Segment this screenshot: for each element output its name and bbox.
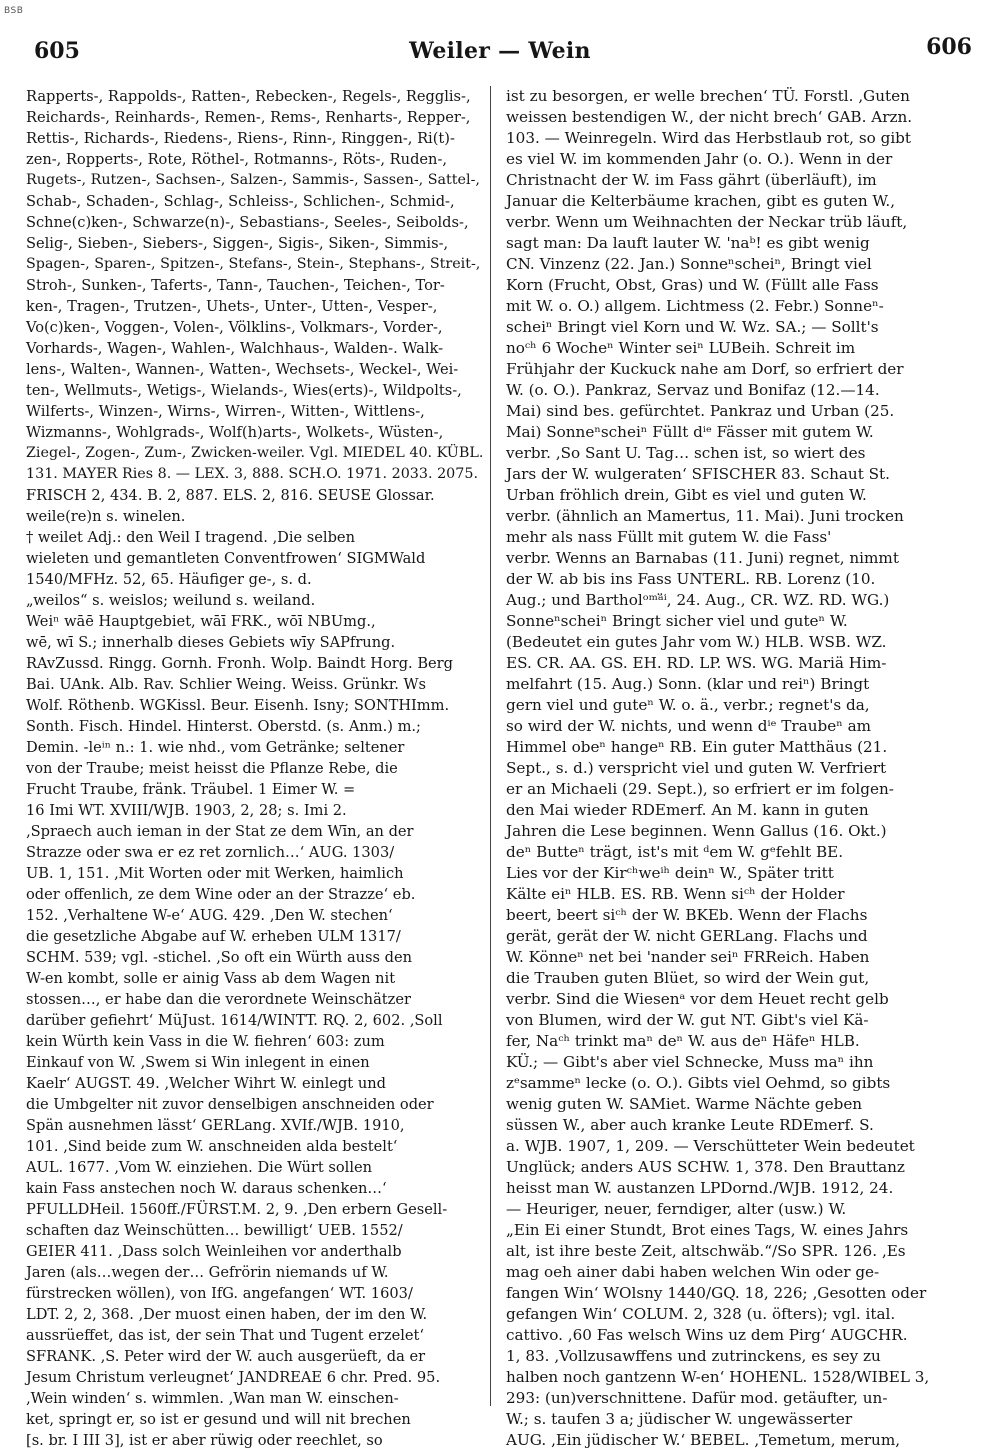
text-line: Reichards-, Reinhards-, Remen-, Rems-, Renharts-, Repper-,: [26, 109, 471, 126]
text-line: Urban fröhlich drein, Gibt es viel und guten W.: [506, 486, 867, 504]
right-column: [506, 86, 966, 1449]
text-line: der W. ab bis ins Fass UNTERL. RB. Lorenz (10.: [506, 570, 876, 588]
text-line: verbr. ‚So Sant U. Tag… schen ist, so wiert des: [506, 444, 866, 462]
text-line: mag oeh ainer dabi haben welchen Win oder ge-: [506, 1263, 880, 1281]
text-line: die gesetzliche Abgabe auf W. erheben ULM 1317/: [26, 928, 401, 945]
text-line: Kälte eiⁿ HLB. ES. RB. Wenn siᶜʰ der Holder: [506, 885, 845, 903]
text-line: Wizmanns-, Wohlgrads-, Wolf(h)arts-, Wolkets-, Wüsten-,: [26, 424, 444, 441]
text-line: 16 Imi WT. XVIII/WJB. 1903, 2, 28; s. Imi 2.: [26, 802, 347, 819]
text-line: Sept., s. d.) verspricht viel und guten W. Verfriert: [506, 759, 887, 777]
text-line: Himmel obeⁿ hangeⁿ RB. Ein guter Matthäus (21.: [506, 738, 888, 756]
text-line: Jahren die Lese beginnen. Wenn Gallus (16. Okt.): [506, 822, 887, 840]
text-line: KÜ.; — Gibt's aber viel Schnecke, Muss maⁿ ihn: [506, 1053, 874, 1071]
text-line: Aug.; und Bartholᵒᵐᵃ̈ⁱ, 24. Aug., CR. WZ. RD. WG.): [506, 591, 890, 609]
text-line: 1540/MFHz. 52, 65. Häufiger ge-, s. d.: [26, 571, 312, 588]
text-line: kain Fass anstechen noch W. daraus schenken…‘: [26, 1180, 387, 1197]
text-line: aussrüeffet, das ist, der sein That und Tugent erzelet‘: [26, 1327, 425, 1344]
text-line: Jaren (als…wegen der… Gefrörin niemands uf W.: [26, 1264, 389, 1281]
text-line: Selig-, Sieben-, Siebers-, Siggen-, Sigis-, Siken-, Simmis-,: [26, 235, 449, 252]
text-line: weile(re)n s. winelen.: [26, 508, 186, 525]
text-line: alt, ist ihre beste Zeit, altschwäb.“/So SPR. 126. ‚Es: [506, 1242, 906, 1260]
text-line: Demin. -leⁱⁿ n.: 1. wie nhd., vom Getränke; seltener: [26, 739, 405, 756]
text-line: GEIER 411. ‚Dass solch Weinleihen vor anderthalb: [26, 1243, 402, 1260]
text-line: ken-, Tragen-, Trutzen-, Uhets-, Unter-, Utten-, Vesper-,: [26, 298, 438, 315]
text-line: Spän ausnehmen lässt‘ GERLang. XVIf./WJB. 1910,: [26, 1117, 405, 1134]
text-line: oder offenlich, ze dem Wine oder an der Strazze‘ eb.: [26, 886, 416, 903]
text-line: Lies vor der Kirᶜʰweⁱʰ deinⁿ W., Später tritt: [506, 864, 834, 882]
text-line: fürstrecken wöllen), von IfG. angefangen‘ WT. 1603/: [26, 1285, 413, 1302]
text-line: Bai. UAnk. Alb. Rav. Schlier Weing. Weiss. Grünkr. Ws: [26, 676, 426, 693]
text-line: Januar die Kelterbäume krachen, gibt es guten W.,: [506, 192, 896, 210]
text-line: darüber gefiehrt‘ MüJust. 1614/WINTT. RQ. 2, 602. ‚Soll: [26, 1012, 443, 1029]
text-line: W. Könneⁿ net bei 'nander seiⁿ FRReich. Haben: [506, 948, 870, 966]
text-line: heisst man W. austanzen LPDornd./WJB. 1912, 24.: [506, 1179, 894, 1197]
text-line: Korn (Frucht, Obst, Gras) und W. (Füllt alle Fass: [506, 276, 879, 294]
text-line: fangen Win‘ WOlsny 1440/GQ. 18, 226; ‚Gesotten oder: [506, 1284, 927, 1302]
text-line: Ziegel-, Zogen-, Zum-, Zwicken-weiler. Vgl. MIEDEL 40. KÜBL.: [26, 445, 484, 461]
text-line: gefangen Win‘ COLUM. 2, 328 (u. öfters); vgl. ital.: [506, 1305, 896, 1323]
text-line: verbr. Wenn um Weihnachten der Neckar trüb läuft,: [506, 213, 908, 231]
text-line: süssen W., aber auch kranke Leute RDEmerf. S.: [506, 1116, 874, 1134]
text-line: sagt man: Da lauft lauter W. 'naᵇ! es gibt wenig: [506, 234, 870, 252]
text-line: Schne(c)ken-, Schwarze(n)-, Sebastians-, Seeles-, Seibolds-,: [26, 214, 469, 231]
text-line: verbr. (ähnlich an Mamertus, 11. Mai). Juni trocken: [506, 507, 904, 525]
text-line: CN. Vinzenz (22. Jan.) Sonneⁿscheiⁿ, Bringt viel: [506, 255, 872, 273]
text-line: 131. MAYER Ries 8. — LEX. 3, 888. SCH.O. 1971. 2033. 2075.: [26, 466, 479, 482]
text-line: die Umbgelter nit zuvor denselbigen anschneiden oder: [26, 1096, 434, 1113]
text-line: ket, springt er, so ist er gesund und will nit brechen: [26, 1411, 411, 1428]
text-line: ‚Spraech auch ieman in der Stat ze dem Wīn, an der: [26, 823, 414, 840]
text-line: W. (o. O.). Pankraz, Servaz und Bonifaz (12.—14.: [506, 381, 880, 399]
text-line: Sonth. Fisch. Hindel. Hinterst. Oberstd. (s. Anm.) m.;: [26, 718, 421, 735]
text-line: Jars der W. wulgeraten‘ SFISCHER 83. Schaut St.: [506, 465, 890, 483]
text-line: AUG. ‚Ein jüdischer W.‘ BEBEL. ‚Temetum, merum,: [506, 1431, 901, 1449]
text-line: den Mai wieder RDEmerf. An M. kann in guten: [506, 801, 869, 819]
text-line: Christnacht der W. im Fass gährt (überläuft), im: [506, 171, 877, 189]
text-line: Vo(c)ken-, Voggen-, Volen-, Völklins-, Volkmars-, Vorder-,: [26, 319, 443, 336]
library-mark: BSB: [4, 6, 24, 16]
text-line: Weiⁿ wāē Hauptgebiet, wāī FRK., wōī NBUmg.,: [26, 613, 376, 630]
text-line: weissen bestendigen W., der nicht brech‘ GAB. Arzn.: [506, 108, 913, 126]
text-line: Schab-, Schaden-, Schlag-, Schleiss-, Schlichen-, Schmid-,: [26, 193, 455, 210]
text-line: verbr. Sind die Wiesenᵃ vor dem Heuet recht gelb: [506, 990, 889, 1008]
text-line: zᵉsammeⁿ lecke (o. O.). Gibts viel Oehmd, so gibts: [506, 1074, 891, 1092]
text-line: so wird der W. nichts, und wenn dⁱᵉ Traubeⁿ am: [506, 717, 872, 735]
text-line: wenig guten W. SAMiet. Warme Nächte geben: [506, 1095, 863, 1113]
text-line: 101. ‚Sind beide zum W. anschneiden alda bestelt‘: [26, 1138, 398, 1155]
text-line: halben noch gantzenn W-en‘ HOHENL. 1528/WIBEL 3,: [506, 1368, 930, 1386]
text-line: UB. 1, 151. ‚Mit Worten oder mit Werken, haimlich: [26, 865, 404, 882]
text-line: ist zu besorgen, er welle brechen‘ TÜ. Forstl. ‚Guten: [506, 87, 910, 105]
column-divider: [490, 86, 491, 1406]
text-line: — Heuriger, neuer, ferndiger, alter (usw.) W.: [506, 1200, 847, 1218]
text-line: wieleten und gemantleten Conventfrowen‘ SIGMWald: [26, 550, 426, 567]
text-line: melfahrt (15. Aug.) Sonn. (klar und reiⁿ) Bringt: [506, 675, 870, 693]
text-line: † weilet Adj.: den Weil I tragend. ‚Die selben: [26, 529, 355, 546]
text-line: Rapperts-, Rappolds-, Ratten-, Rebecken-, Regels-, Regglis-,: [26, 88, 471, 105]
page-number-left: 605: [34, 38, 80, 64]
text-line: Wilferts-, Winzen-, Wirns-, Wirren-, Witten-, Wittlens-,: [26, 403, 425, 420]
text-line: W.; s. taufen 3 a; jüdischer W. ungewässerter: [506, 1410, 853, 1428]
text-line: er an Michaeli (29. Sept.), so erfriert er im folgen-: [506, 780, 894, 798]
text-line: AUL. 1677. ‚Vom W. einziehen. Die Würt sollen: [26, 1159, 373, 1176]
text-line: [s. br. I III 3], ist er aber rüwig oder reechlet, so: [26, 1432, 383, 1449]
text-line: (Bedeutet ein gutes Jahr vom W.) HLB. WSB. WZ.: [506, 633, 887, 651]
text-line: gern viel und guteⁿ W. o. ä., verbr.; regnet's da,: [506, 696, 870, 714]
text-line: mit W. o. O.) allgem. Lichtmess (2. Febr.) Sonneⁿ-: [506, 297, 884, 315]
text-line: Strazze oder swa er ez ret zornlich…‘ AUG. 1303/: [26, 844, 395, 861]
text-line: PFULLDHeil. 1560ff./FÜRST.M. 2, 9. ‚Den erbern Gesell-: [26, 1201, 448, 1218]
text-line: zen-, Ropperts-, Rote, Röthel-, Rotmanns-, Röts-, Ruden-,: [26, 151, 448, 168]
text-line: Mai) Sonneⁿscheiⁿ Füllt dⁱᵉ Fässer mit gutem W.: [506, 423, 874, 441]
text-line: 293: (un)verschnittene. Dafür mod. getäufter, un-: [506, 1389, 888, 1407]
text-line: W-en kombt, solle er ainig Vass ab dem Wagen nit: [26, 970, 396, 987]
text-line: FRISCH 2, 434. B. 2, 887. ELS. 2, 816. SEUSE Glossar.: [26, 487, 435, 504]
text-line: von Blumen, wird der W. gut NT. Gibt's viel Kä-: [506, 1011, 869, 1029]
left-column: [26, 86, 486, 1449]
text-line: 1, 83. ‚Vollzusawffens und zutrinckens, es sey zu: [506, 1347, 881, 1365]
text-line: Frucht Traube, fränk. Träubel. 1 Eimer W. =: [26, 781, 356, 798]
text-line: Rettis-, Richards-, Riedens-, Riens-, Rinn-, Ringgen-, Ri(t)-: [26, 130, 455, 147]
text-line: deⁿ Butteⁿ trägt, ist's mit ᵈem W. gᵉfehlt BE.: [506, 843, 844, 861]
text-line: die Trauben guten Blüet, so wird der Wein gut,: [506, 969, 870, 987]
text-line: Frühjahr der Kuckuck nahe am Dorf, so erfriert der: [506, 360, 904, 378]
text-line: Einkauf von W. ‚Swem si Win inlegent in einen: [26, 1054, 370, 1071]
text-line: ‚Wein winden‘ s. wimmlen. ‚Wan man W. einschen-: [26, 1390, 399, 1407]
text-line: noᶜʰ 6 Wocheⁿ Winter seiⁿ LUBeih. Schreit im: [506, 339, 856, 357]
page-number-right: 606: [926, 34, 972, 60]
text-line: a. WJB. 1907, 1, 209. — Verschütteter Wein bedeutet: [506, 1137, 915, 1155]
text-line: stossen…, er habe dan die verordnete Weinschätzer: [26, 991, 411, 1008]
text-line: kein Würth kein Vass in die W. fiehren‘ 603: zum: [26, 1033, 385, 1050]
text-line: Vorhards-, Wagen-, Wahlen-, Walchhaus-, Walden-. Walk-: [26, 340, 444, 357]
text-line: LDT. 2, 2, 368. ‚Der muost einen haben, der im den W.: [26, 1306, 428, 1323]
text-line: mehr als nass Füllt mit gutem W. die Fass': [506, 528, 832, 546]
text-line: scheiⁿ Bringt viel Korn und W. Wz. SA.; — Sollt's: [506, 318, 879, 336]
text-line: Rugets-, Rutzen-, Sachsen-, Salzen-, Sammis-, Sassen-, Sattel-,: [26, 172, 480, 188]
text-line: es viel W. im kommenden Jahr (o. O.). Wenn in der: [506, 150, 893, 168]
text-line: „weilos“ s. weislos; weilund s. weiland.: [26, 592, 316, 609]
text-line: ES. CR. AA. GS. EH. RD. LP. WS. WG. Mariä Him-: [506, 654, 887, 672]
text-line: Sonneⁿscheiⁿ Bringt sicher viel und guteⁿ W.: [506, 612, 848, 630]
text-line: Spagen-, Sparen-, Spitzen-, Stefans-, Stein-, Stephans-, Streit-,: [26, 256, 481, 272]
text-line: 152. ‚Verhaltene W-e‘ AUG. 429. ‚Den W. stechen‘: [26, 907, 393, 924]
text-line: lens-, Walten-, Wannen-, Watten-, Wechsets-, Weckel-, Wei-: [26, 361, 459, 378]
text-line: verbr. Wenns an Barnabas (11. Juni) regnet, nimmt: [506, 549, 899, 567]
text-line: cattivo. ‚60 Fas welsch Wins uz dem Pirg‘ AUGCHR.: [506, 1326, 908, 1344]
text-line: ten-, Wellmuts-, Wetigs-, Wielands-, Wies(erts)-, Wildpolts-,: [26, 382, 462, 399]
text-line: Wolf. Röthenb. WGKissl. Beur. Eisenh. Isny; SONTHImm.: [26, 697, 450, 714]
text-line: SFRANK. ‚S. Peter wird der W. auch ausgerüeft, da er: [26, 1348, 426, 1365]
text-line: beert, beert siᶜʰ der W. BKEb. Wenn der Flachs: [506, 906, 868, 924]
text-line: Stroh-, Sunken-, Taferts-, Tann-, Tauchen-, Teichen-, Tor-: [26, 277, 445, 294]
text-line: wē, wī S.; innerhalb dieses Gebiets wīy SAPfrung.: [26, 634, 396, 651]
text-line: „Ein Ei einer Stundt, Brot eines Tags, W. eines Jahrs: [506, 1221, 909, 1239]
text-line: von der Traube; meist heisst die Pflanze Rebe, die: [26, 760, 398, 777]
text-line: fer, Naᶜʰ trinkt maⁿ deⁿ W. aus deⁿ Häfeⁿ HLB.: [506, 1032, 860, 1050]
text-line: RAvZussd. Ringg. Gornh. Fronh. Wolp. Baindt Horg. Berg: [26, 655, 454, 672]
text-line: gerät, gerät der W. nicht GERLang. Flachs und: [506, 927, 868, 945]
text-line: Mai) sind bes. gefürchtet. Pankraz und Urban (25.: [506, 402, 895, 420]
text-line: 103. — Weinregeln. Wird das Herbstlaub rot, so gibt: [506, 129, 912, 147]
running-head: Weiler — Wein: [409, 38, 591, 64]
text-line: Jesum Christum verleugnet‘ JANDREAE 6 chr. Pred. 95.: [26, 1369, 441, 1386]
text-line: schaften daz Weinschütten… bewilligt‘ UEB. 1552/: [26, 1222, 403, 1239]
text-line: Unglück; anders AUS SCHW. 1, 378. Den Brauttanz: [506, 1158, 905, 1176]
text-line: Kaelr‘ AUGST. 49. ‚Welcher Wihrt W. einlegt und: [26, 1075, 386, 1092]
text-line: SCHM. 539; vgl. -stichel. ‚So oft ein Würth auss den: [26, 949, 413, 966]
